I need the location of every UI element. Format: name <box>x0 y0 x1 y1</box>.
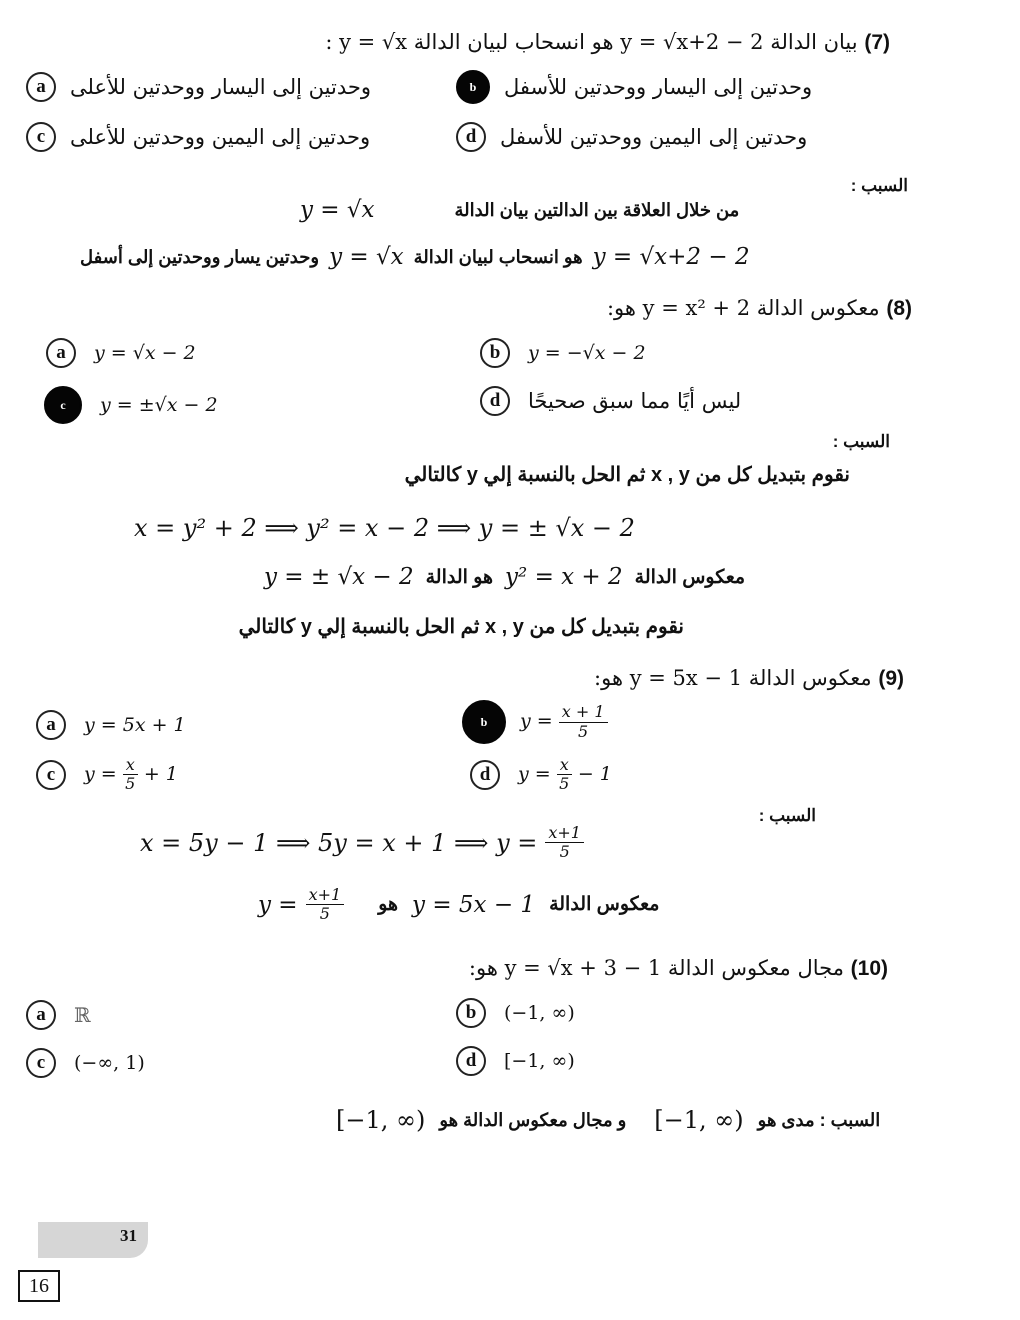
q9-option-c-fraction <box>123 756 138 794</box>
option-c-circle-selected[interactable]: c <box>44 386 82 424</box>
q10-option-d[interactable] <box>456 1046 575 1076</box>
q8-option-a[interactable] <box>46 338 196 368</box>
option-b-circle[interactable]: b <box>456 998 486 1028</box>
q9-option-d-expr <box>518 756 612 794</box>
q7-r1-math: y = √x <box>300 197 375 223</box>
q10-number: (10) <box>850 957 888 980</box>
q9-option-c-pre: y = <box>84 762 117 785</box>
q8-option-d[interactable] <box>480 386 741 416</box>
option-a-circle[interactable]: a <box>36 710 66 740</box>
q8-option-c[interactable] <box>44 386 218 424</box>
q9-option-d-fraction <box>557 756 572 794</box>
q9-reason-line2 <box>258 886 659 924</box>
q8-reason-label: السبب : <box>832 432 890 451</box>
q10-reason-math-b: [−1, ∞) <box>336 1106 426 1134</box>
option-b-circle-selected[interactable]: b <box>456 70 490 104</box>
q7-option-c[interactable] <box>26 122 370 152</box>
q7-number: (7) <box>864 31 890 54</box>
q9-r2-math-pre: y = <box>258 891 298 918</box>
q8-reason-line1: نقوم بتبديل كل من x , y ثم الحل بالنسبة إلي y كالتالي <box>404 464 850 486</box>
option-a-circle[interactable]: a <box>26 72 56 102</box>
q9-option-d-post: − 1 <box>577 762 612 785</box>
option-b-circle[interactable]: b <box>480 338 510 368</box>
q10-option-b-text: (−1, ∞) <box>504 1002 575 1024</box>
q7-option-b[interactable] <box>456 70 812 104</box>
q8-r3-math-b: y = ± √x − 2 <box>264 564 414 590</box>
option-b-circle-selected[interactable]: b <box>462 700 506 744</box>
q8-question <box>607 296 912 321</box>
q9-option-d-num: x <box>557 756 572 775</box>
q7-option-b-text: وحدتين إلى اليسار ووحدتين للأسفل <box>504 75 813 99</box>
q9-r1-fraction <box>545 824 584 862</box>
q10-reason <box>336 1106 880 1134</box>
q7-option-c-text: وحدتين إلى اليمين ووحدتين للأعلى <box>70 125 371 149</box>
q9-option-c-num: x <box>123 756 138 775</box>
q9-option-a-text: y = 5x + 1 <box>84 714 186 736</box>
option-d-circle[interactable]: d <box>456 1046 486 1076</box>
option-d-circle[interactable]: d <box>456 122 486 152</box>
q10-reason-arabic-a: السبب : مدى هو <box>757 1109 881 1130</box>
option-d-circle[interactable]: d <box>470 760 500 790</box>
q8-r3-math-a: y² = x + 2 <box>505 564 623 590</box>
q9-reason-line1 <box>140 824 584 862</box>
q7-question <box>325 30 890 55</box>
q7-r2-arabic-a: هو انسحاب لبيان الدالة <box>413 246 583 267</box>
q7-r1-arabic: من خلال العلاقة بين الدالتين بيان الدالة <box>454 199 740 220</box>
q8-option-b-text: y = −√x − 2 <box>528 342 646 364</box>
q9-option-d[interactable] <box>470 756 612 794</box>
q10-option-a[interactable] <box>26 1000 91 1030</box>
q7-text: بيان الدالة y = √x+2 − 2 هو انسحاب لبيان الدالة y = √x : <box>325 30 858 54</box>
q9-option-b-fraction <box>559 703 608 741</box>
option-c-circle[interactable]: c <box>36 760 66 790</box>
q9-reason-label: السبب : <box>758 806 816 825</box>
q9-option-a[interactable] <box>36 710 186 740</box>
q8-number: (8) <box>886 297 912 320</box>
q9-r2-result <box>258 886 344 924</box>
q10-text: مجال معكوس الدالة y = √x + 3 − 1 هو: <box>468 956 844 980</box>
q9-option-d-den: 5 <box>559 774 570 794</box>
option-c-circle[interactable]: c <box>26 122 56 152</box>
option-c-circle[interactable]: c <box>26 1048 56 1078</box>
q9-option-b-pre: y = <box>520 710 553 732</box>
q10-reason-math-a: [−1, ∞) <box>654 1106 744 1134</box>
q10-option-c-text: (−∞, 1) <box>74 1052 145 1074</box>
q9-number: (9) <box>878 667 904 690</box>
q10-option-a-text: ℝ <box>74 1003 91 1027</box>
option-d-circle[interactable]: d <box>480 386 510 416</box>
q9-r1-num: x+1 <box>545 824 584 843</box>
q9-r2-arabic-b: هو <box>378 894 399 916</box>
q9-option-b-den: 5 <box>578 721 589 741</box>
q8-reason-line3 <box>264 564 745 590</box>
q8-reason-line2: x = y² + 2 ⟹ y² = x − 2 ⟹ y = ± √x − 2 <box>134 514 635 542</box>
q8-option-d-text: ليس أيًا مما سبق صحيحًا <box>528 389 742 413</box>
q8-text: معكوس الدالة y = x² + 2 هو: <box>606 296 880 320</box>
q9-question <box>594 666 904 691</box>
q9-option-b-expr <box>520 703 608 741</box>
q9-option-c[interactable] <box>36 756 178 794</box>
q8-option-b[interactable] <box>480 338 646 368</box>
q9-r2-math-a: y = 5x − 1 <box>412 891 536 918</box>
q9-option-d-pre: y = <box>518 762 551 785</box>
q7-option-d-text: وحدتين إلى اليمين ووحدتين للأسفل <box>500 125 808 149</box>
q7-r2-arabic-b: وحدتين يسار ووحدتين إلى أسفل <box>80 246 320 267</box>
q9-r2-arabic-a: معكوس الدالة <box>549 894 660 916</box>
q9-r2-fraction <box>306 886 345 924</box>
q9-option-b-num: x + 1 <box>559 703 608 722</box>
q10-option-d-text: [−1, ∞) <box>504 1050 575 1072</box>
q9-option-c-post: + 1 <box>143 762 178 785</box>
q8-reason-line4: نقوم بتبديل كل من x , y ثم الحل بالنسبة إلي y كالتالي <box>238 616 684 638</box>
q8-r3-arabic-b: هو الدالة <box>425 566 494 588</box>
q10-option-c[interactable] <box>26 1048 145 1078</box>
q8-option-a-text: y = √x − 2 <box>94 342 196 364</box>
option-a-circle[interactable]: a <box>26 1000 56 1030</box>
q8-option-c-text: y = ±√x − 2 <box>100 394 218 416</box>
q7-reason-line2 <box>80 244 750 270</box>
q9-option-b[interactable] <box>462 700 608 744</box>
q7-option-a-text: وحدتين إلى اليسار ووحدتين للأعلى <box>70 75 371 99</box>
q7-option-d[interactable] <box>456 122 807 152</box>
q7-reason-label: السبب : <box>850 176 908 195</box>
q9-option-c-den: 5 <box>125 774 136 794</box>
q9-text: معكوس الدالة y = 5x − 1 هو: <box>594 666 872 690</box>
q9-r1-den: 5 <box>559 842 570 862</box>
q10-reason-arabic-b: و مجال معكوس الدالة هو <box>439 1109 627 1130</box>
q10-option-b[interactable] <box>456 998 575 1028</box>
page-number: 31 <box>120 1226 137 1245</box>
q9-r2-den: 5 <box>319 904 330 924</box>
q9-r1-math: x = 5y − 1 ⟹ 5y = x + 1 ⟹ y = <box>140 828 538 857</box>
page-number-bar <box>38 1222 148 1258</box>
q8-r3-arabic-a: معكوس الدالة <box>634 566 746 588</box>
q10-question <box>469 956 888 981</box>
option-a-circle[interactable]: a <box>46 338 76 368</box>
q7-r2-math-mid: y = √x <box>329 244 404 270</box>
page-box-number: 16 <box>18 1270 60 1302</box>
q9-option-c-expr <box>84 756 178 794</box>
q7-reason-line1 <box>300 197 739 223</box>
q7-option-a[interactable] <box>26 72 371 102</box>
q9-r2-num: x+1 <box>306 886 345 905</box>
q7-r2-math-left: y = √x+2 − 2 <box>592 244 750 270</box>
